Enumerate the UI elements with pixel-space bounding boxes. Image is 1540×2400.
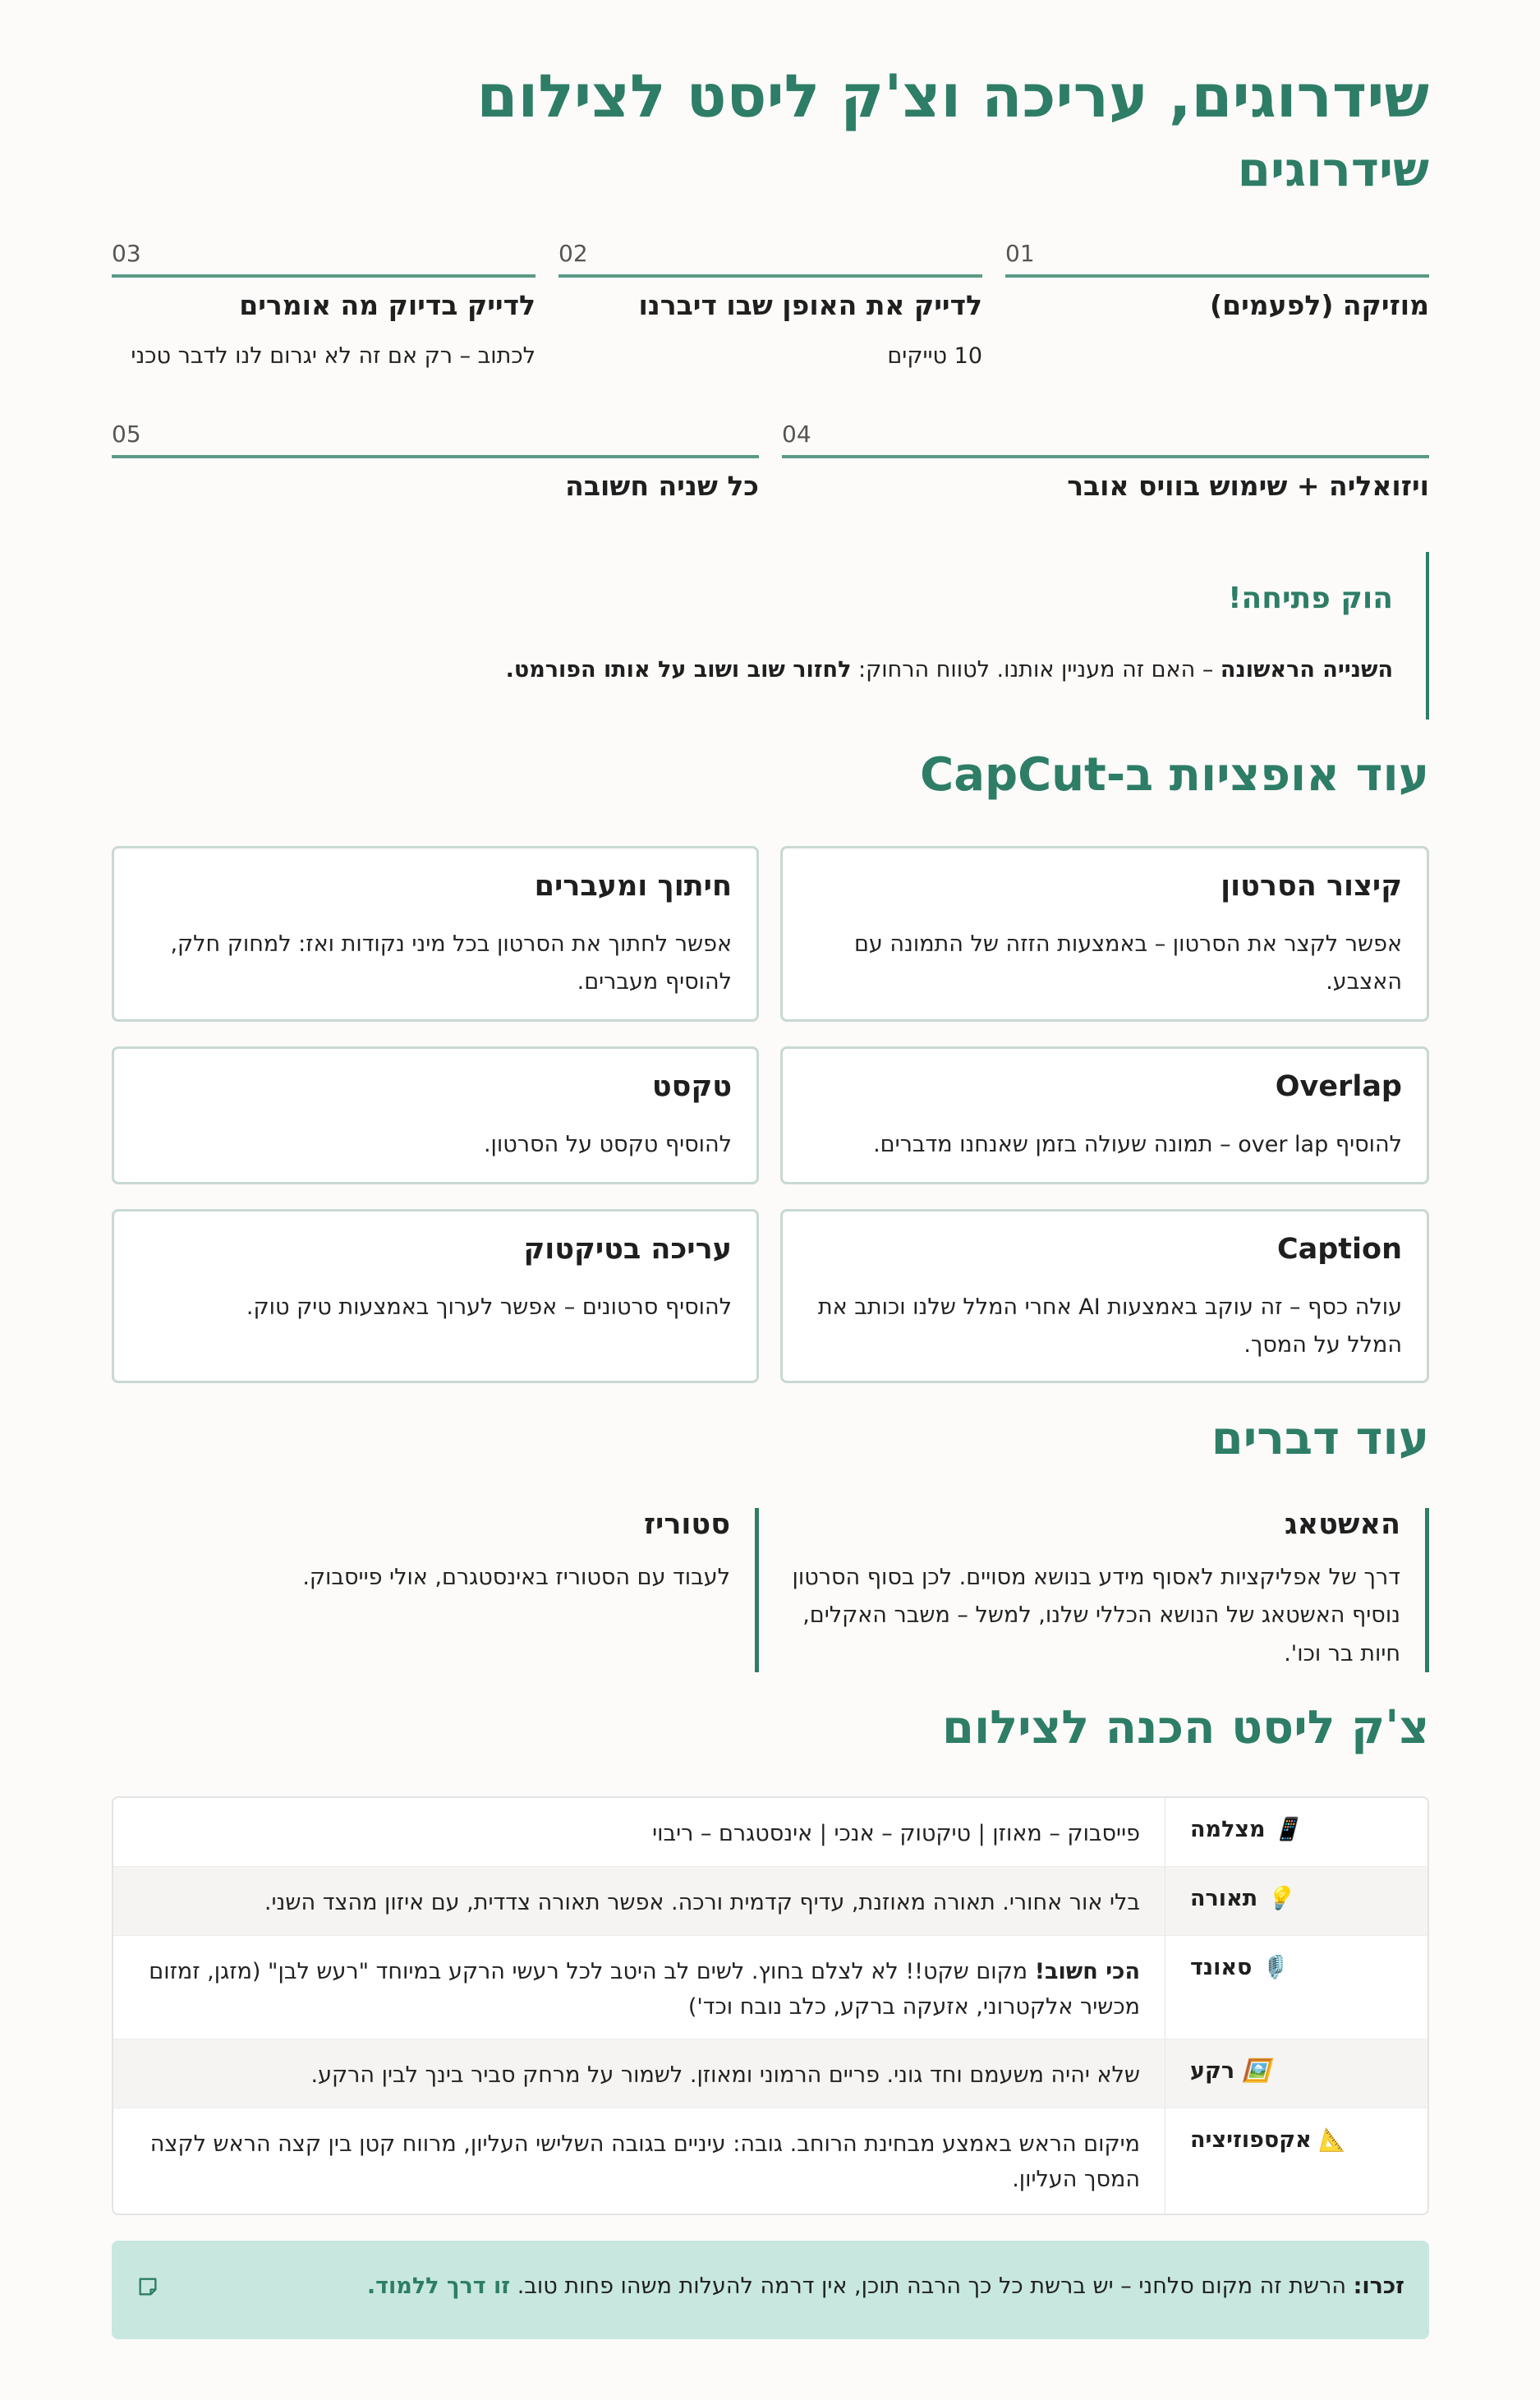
upgrade-step-01 <box>1005 240 1429 321</box>
card-title: Caption <box>1276 1233 1402 1266</box>
camera-icon: 📱 <box>1273 1817 1301 1842</box>
step-number: 01 <box>1005 240 1035 267</box>
row-value: מיקום הראש באמצע מבחינת הרוחב. גובה: עיניים בגובה השלישי העליון, מרווח קטן בין קצה הראש לקצה המסך העליון. <box>149 2131 1140 2193</box>
row-value: שלא יהיה משעמם וחד גוני. פריים הרמוני ומאוזן. לשמור על מרחק סביר בינך לבין הרקע. <box>310 2062 1140 2088</box>
row-value: בלי אור אחורי. תאורה מאוזנת, עדיף קדמית ורכה. אפשר תאורה צדדית, עם איזון מהצד השני. <box>264 1890 1140 1915</box>
sticky-note-icon <box>136 2275 159 2298</box>
card-desc: אפשר לחתוך את הסרטון בכל מיני נקודות ואז: למחוק חלק, להוסיף מעברים. <box>170 931 732 995</box>
table-row <box>113 1867 1427 1936</box>
card-title: קיצור הסרטון <box>1221 870 1402 903</box>
step-title: ויזואליה + שימוש בוויס אובר <box>1067 470 1429 502</box>
capcut-card <box>112 846 759 1022</box>
card-desc: אפשר לקצר את הסרטון – באמצעות הזזה של התמונה עם האצבע. <box>853 931 1402 995</box>
step-title: כל שניה חשובה <box>565 470 759 502</box>
capcut-card <box>112 1209 759 1383</box>
more-item-hashtag <box>780 1508 1429 1672</box>
row-label: 📱 מצלמה <box>1190 1817 1301 1842</box>
card-desc: עולה כסף – זה עוקב באמצעות AI אחרי המלל שלנו וכותב את המלל על המסך. <box>817 1294 1402 1358</box>
hook-title: הוק פתיחה! <box>1228 582 1393 615</box>
hook-callout <box>112 552 1429 720</box>
more-heading: עוד דברים <box>1211 1412 1429 1465</box>
note-text: זכרו: הרשת זה מקום סלחני – יש ברשת כל כך הרבה תוכן, אין דרמה להעלות משהו פחות טוב. זו דרך ללמוד. <box>366 2274 1404 2299</box>
more-item-desc: לעבוד עם הסטוריז באינסטגרם, אולי פייסבוק. <box>302 1565 730 1590</box>
table-row <box>113 1798 1427 1867</box>
upgrade-step-05 <box>112 421 759 502</box>
upgrade-step-03 <box>112 240 536 369</box>
card-title: טקסט <box>651 1070 732 1103</box>
step-number: 05 <box>112 421 141 448</box>
row-label: 💡 תאורה <box>1190 1886 1294 1911</box>
remember-note <box>112 2241 1429 2339</box>
more-item-title: סטוריז <box>644 1508 730 1541</box>
card-desc: להוסיף סרטונים – אפשר לערוך באמצעות טיק טוק. <box>246 1294 732 1320</box>
row-value: הכי חשוב! מקום שקט!! לא לצלם בחוץ. לשים לב היטב לכל רעשי הרקע במיוחד "רעש לבן" (מזגן, זמזום מכשיר אלקטרוני, אזעקה ברקע, כלב נובח וכד') <box>149 1959 1140 2021</box>
capcut-card <box>112 1046 759 1184</box>
step-title: לדייק בדיוק מה אומרים <box>239 289 536 321</box>
checklist-table <box>112 1796 1429 2215</box>
hook-bold-start: השנייה הראשונה <box>1220 657 1393 683</box>
row-label: 🖼️ רקע <box>1190 2058 1271 2084</box>
step-title: לדייק את האופן שבו דיברנו <box>638 289 982 321</box>
step-number: 04 <box>782 421 811 448</box>
microphone-icon: 🎙️ <box>1259 1955 1288 1980</box>
lightbulb-icon: 💡 <box>1265 1886 1294 1911</box>
card-title: עריכה בטיקטוק <box>523 1233 732 1266</box>
upgrade-step-02 <box>559 240 982 369</box>
capcut-heading: עוד אופציות ב-CapCut <box>920 748 1429 802</box>
triangle-ruler-icon: 📐 <box>1319 2127 1347 2153</box>
more-item-title: האשטאג <box>1285 1508 1400 1541</box>
upgrade-step-04 <box>782 421 1429 502</box>
more-item-desc: דרך של אפליקציות לאסוף מידע בנושא מסויים. לכן בסוף הסרטון נוסיף האשטאג של הנושא הכללי שלנו, למשל – משבר האקלים, חיות בר וכו'. <box>792 1565 1400 1667</box>
more-item-stories <box>112 1508 759 1672</box>
step-desc: לכתוב – רק אם זה לא יגרום לנו לדבר טכני <box>131 343 536 369</box>
card-desc: להוסיף over lap – תמונה שעולה בזמן שאנחנו מדברים. <box>873 1132 1402 1157</box>
table-row <box>113 2108 1427 2215</box>
upgrades-heading: שידרוגים <box>1237 141 1429 197</box>
row-value: פייסבוק – מאוזן | טיקטוק – אנכי | אינסטגרם – ריבוי <box>652 1821 1140 1846</box>
capcut-card <box>780 846 1429 1022</box>
row-label: 📐 אקספוזיציה <box>1190 2127 1347 2153</box>
page-title: שידרוגים, עריכה וצ'ק ליסט לצילום <box>476 62 1429 131</box>
table-row <box>113 2039 1427 2108</box>
page <box>112 0 1429 2400</box>
hook-body <box>506 657 1393 683</box>
capcut-card <box>780 1209 1429 1383</box>
step-number: 03 <box>112 240 141 267</box>
step-title: מוזיקה (לפעמים) <box>1210 289 1429 321</box>
card-title: Overlap <box>1275 1070 1402 1103</box>
step-number: 02 <box>559 240 588 267</box>
hook-bold-end: לחזור שוב ושוב על אותו הפורמט. <box>505 657 852 683</box>
card-desc: להוסיף טקסט על הסרטון. <box>483 1132 732 1157</box>
checklist-heading: צ'ק ליסט הכנה לצילום <box>942 1701 1429 1754</box>
step-desc: 10 טייקים <box>887 343 982 369</box>
hook-middle: – האם זה מעניין אותנו. לטווח הרחוק: <box>851 657 1221 683</box>
capcut-card <box>780 1046 1429 1184</box>
row-label: 🎙️ סאונד <box>1190 1955 1288 1980</box>
picture-icon: 🖼️ <box>1242 2058 1271 2084</box>
card-title: חיתוך ומעברים <box>534 870 732 903</box>
table-row <box>113 1936 1427 2039</box>
